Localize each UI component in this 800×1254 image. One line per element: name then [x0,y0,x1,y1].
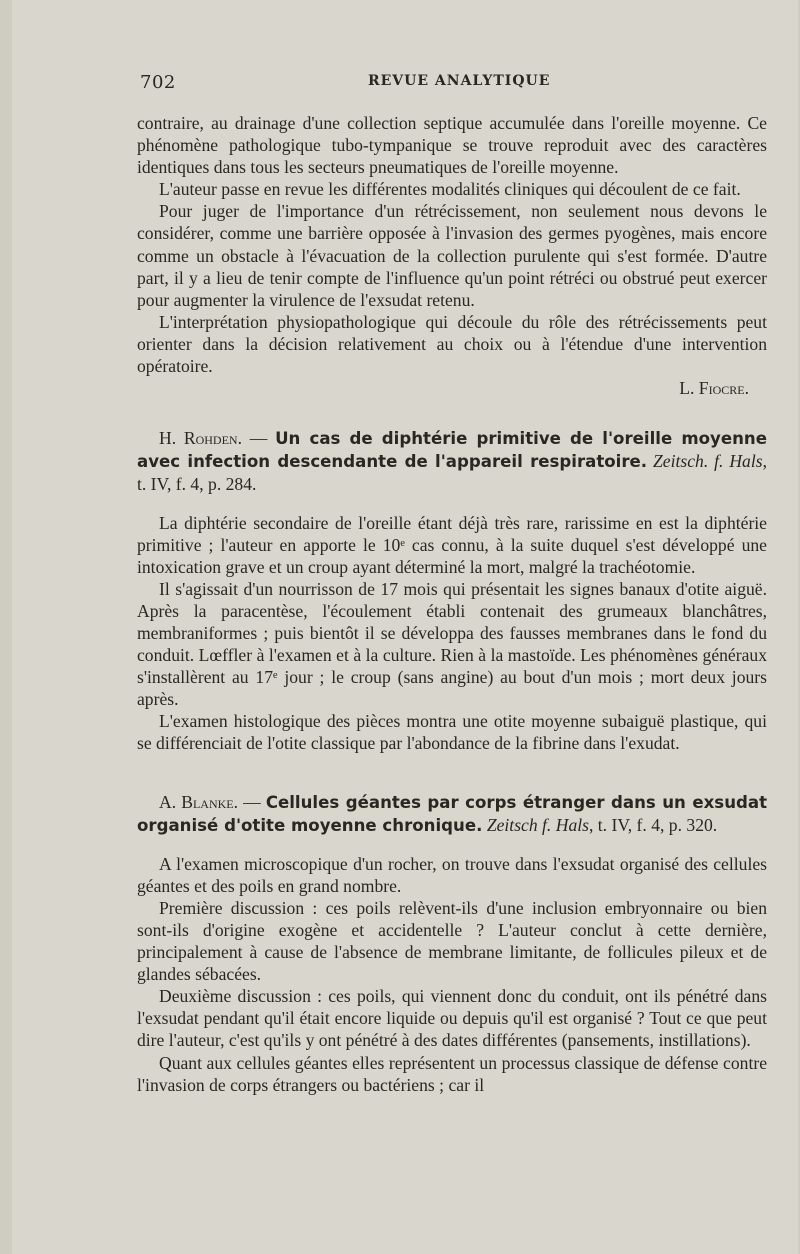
paragraph: Pour juger de l'importance d'un rétrécissement, non seulement nous devons le considérer, comme une barrière opposée à l'invasion des germes pyogènes, mais encore comme un obstacle à l'évacuation de la collection purulente qui s'est formée. D'autre part, il y a lieu de tenir compte de l'influence qu'un point rétréci ou obstrué peut exercer pour augmenter la virulence de l'exsudat retenu. [137,201,767,310]
paragraph: contraire, au drainage d'une collection septique accumulée dans l'oreille moyenne. Ce phénomène pathologique tubo-tympanique se trouve reproduit avec des caractères identiques dans tous les secteurs pneumatiques de l'oreille moyenne. [137,113,767,178]
paragraph: Il s'agissait d'un nourrisson de 17 mois qui présentait les signes banaux d'otite aiguë. Après la paracentèse, l'écoulement établi contenait des grumeaux blanchâtres, membraniformes ; puis bientôt il se développa des fausses membranes dans le fond du conduit. Lœffler à l'examen et à la culture. Rien à la mastoïde. Les phénomènes généraux s'installèrent au 17ᵉ jour ; le croup (sans angine) au bout d'un mois ; mort deux jours après. [137,578,767,710]
dash: — [238,791,266,812]
journal-name: Zeitsch f. Hals [486,814,589,835]
journal-name: Zeitsch. f. Hals [653,451,763,472]
running-title: REVUE ANALYTIQUE [368,73,551,89]
page-content [137,112,767,1096]
signature-line [137,377,767,399]
page [12,0,798,1254]
paragraph: Deuxième discussion : ces poils, qui viennent donc du conduit, ont ils pénétré dans l'exsudat pendant qu'il était encore liquide ou depuis qu'il est organisé ? Tout ce que peut dire l'auteur, c'est qu'ils y ont pénétré à des dates différentes (pansements, instillations). [137,986,767,1051]
signature: L. Fiocre. [679,378,749,399]
article-heading [137,427,767,495]
article-title: Cellules géantes par corps étranger dans un exsudat organisé d'otite moyenne chronique. [137,792,768,835]
article-title: Un cas de diphtérie primitive de l'oreille moyenne avec infection descendante de l'appareil respiratoire. [137,429,767,472]
paragraph: Première discussion : ces poils relèvent-ils d'une inclusion embryonnaire ou bien sont-ils d'origine exogène et accidentelle ? L'auteur conclut à cette dernière, principalement à cause de l'absence de membrane limitante, de follicules pileux et de glandes sébacées. [137,897,767,985]
page-header [140,72,680,96]
journal-ref: , t. IV, f. 4, p. 320. [588,814,718,835]
paragraph: L'auteur passe en revue les différentes modalités cliniques qui découlent de ce fait. [159,179,741,200]
paragraph: La diphtérie secondaire de l'oreille étant déjà très rare, rarissime en est la diphtérie primitive ; l'auteur en apporte le 10ᵉ cas connu, à la suite duquel s'est développé une intoxication grave et un croup ayant déterminé la mort, malgré la trachéotomie. [137,512,767,577]
paragraph: A l'examen microscopique d'un rocher, on trouve dans l'exsudat organisé des cellules géantes et des poils en grand nombre. [137,853,767,896]
article-heading [137,791,767,837]
paragraph: Quant aux cellules géantes elles représentent un processus classique de défense contre l'invasion de corps étrangers ou bactériens ; car il [137,1052,767,1095]
paragraph: L'examen histologique des pièces montra une otite moyenne subaiguë plastique, qui se différenciait de l'otite classique par l'abondance de la fibrine dans l'exudat. [137,711,767,754]
article-author: A. Blanke. [159,791,238,812]
journal-ref: , t. IV, f. 4, p. 284. [137,451,767,495]
article-author: H. Rohden. [159,428,242,449]
paragraph: L'interprétation physiopathologique qui découle du rôle des rétrécissements peut orienter dans la décision relativement au choix ou à l'étendue d'une intervention opératoire. [137,311,767,377]
page-number: 702 [140,72,176,93]
dash: — [241,428,276,449]
